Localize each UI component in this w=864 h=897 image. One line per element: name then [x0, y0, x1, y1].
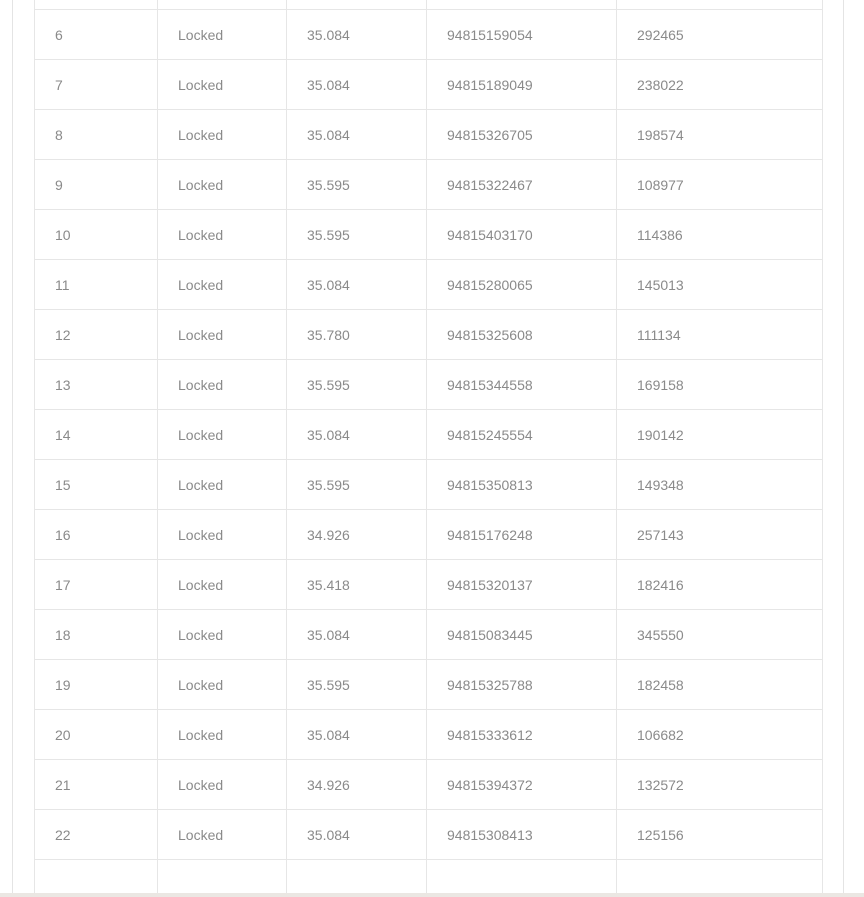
cell-amount: 145013	[617, 260, 823, 310]
cell-status: Locked	[158, 410, 287, 460]
cell-value: 35.780	[287, 310, 427, 360]
table-row	[35, 260, 823, 310]
cell-row-number: 13	[35, 360, 158, 410]
cell-amount	[617, 0, 823, 10]
cell-amount: 257143	[617, 510, 823, 560]
cell-status: Locked	[158, 10, 287, 60]
cell-value: 35.595	[287, 360, 427, 410]
table-row	[35, 10, 823, 60]
cell-amount	[617, 860, 823, 897]
table-row	[35, 310, 823, 360]
cell-row-number: 15	[35, 460, 158, 510]
cell-row-number: 16	[35, 510, 158, 560]
cell-amount: 149348	[617, 460, 823, 510]
cell-value: 35.084	[287, 110, 427, 160]
cell-status: Locked	[158, 560, 287, 610]
data-table-container	[34, 0, 822, 897]
table-row	[35, 610, 823, 660]
cell-amount: 238022	[617, 60, 823, 110]
table-row	[35, 860, 823, 897]
cell-row-number: 19	[35, 660, 158, 710]
table-row	[35, 210, 823, 260]
cell-code: 94815325608	[427, 310, 617, 360]
cell-amount: 106682	[617, 710, 823, 760]
cell-value: 35.595	[287, 210, 427, 260]
cell-status: Locked	[158, 460, 287, 510]
cell-code: 94815326705	[427, 110, 617, 160]
table-row	[35, 810, 823, 860]
cell-status	[158, 0, 287, 10]
cell-row-number: 18	[35, 610, 158, 660]
cell-row-number: 20	[35, 710, 158, 760]
cell-row-number: 14	[35, 410, 158, 460]
bottom-scroll-edge	[0, 893, 864, 897]
cell-code: 94815280065	[427, 260, 617, 310]
table-row	[35, 360, 823, 410]
cell-code: 94815245554	[427, 410, 617, 460]
cell-value: 35.084	[287, 60, 427, 110]
table-body	[35, 0, 823, 897]
cell-code: 94815350813	[427, 460, 617, 510]
table-row	[35, 410, 823, 460]
cell-code: 94815159054	[427, 10, 617, 60]
table-row	[35, 160, 823, 210]
cell-code: 94815308413	[427, 810, 617, 860]
cell-code: 94815320137	[427, 560, 617, 610]
content-frame-left-border	[12, 0, 13, 893]
table-row	[35, 110, 823, 160]
cell-status: Locked	[158, 810, 287, 860]
cell-status: Locked	[158, 210, 287, 260]
cell-row-number: 10	[35, 210, 158, 260]
cell-row-number: 6	[35, 10, 158, 60]
cell-code: 94815394372	[427, 760, 617, 810]
data-table	[34, 0, 823, 897]
cell-status: Locked	[158, 610, 287, 660]
cell-status: Locked	[158, 760, 287, 810]
cell-amount: 190142	[617, 410, 823, 460]
cell-row-number: 12	[35, 310, 158, 360]
table-row	[35, 560, 823, 610]
cell-status: Locked	[158, 310, 287, 360]
cell-row-number: 8	[35, 110, 158, 160]
cell-amount: 182416	[617, 560, 823, 610]
cell-code: 94815333612	[427, 710, 617, 760]
cell-value: 35.595	[287, 460, 427, 510]
cell-row-number	[35, 860, 158, 897]
cell-row-number: 9	[35, 160, 158, 210]
cell-status	[158, 860, 287, 897]
cell-amount: 292465	[617, 10, 823, 60]
cell-code	[427, 860, 617, 897]
content-frame-right-border	[843, 0, 844, 893]
cell-value: 35.084	[287, 10, 427, 60]
cell-amount: 125156	[617, 810, 823, 860]
cell-value	[287, 860, 427, 897]
cell-amount: 108977	[617, 160, 823, 210]
cell-status: Locked	[158, 60, 287, 110]
cell-status: Locked	[158, 510, 287, 560]
cell-status: Locked	[158, 160, 287, 210]
table-row	[35, 60, 823, 110]
cell-value: 34.926	[287, 760, 427, 810]
cell-code: 94815344558	[427, 360, 617, 410]
cell-amount: 132572	[617, 760, 823, 810]
cell-status: Locked	[158, 110, 287, 160]
cell-value: 35.084	[287, 610, 427, 660]
cell-amount: 345550	[617, 610, 823, 660]
cell-status: Locked	[158, 710, 287, 760]
table-row	[35, 460, 823, 510]
cell-status: Locked	[158, 260, 287, 310]
cell-value: 35.084	[287, 260, 427, 310]
cell-code: 94815083445	[427, 610, 617, 660]
cell-status: Locked	[158, 660, 287, 710]
cell-amount: 198574	[617, 110, 823, 160]
table-row	[35, 710, 823, 760]
table-row	[35, 510, 823, 560]
cell-amount: 114386	[617, 210, 823, 260]
cell-amount: 169158	[617, 360, 823, 410]
cell-status: Locked	[158, 360, 287, 410]
cell-amount: 182458	[617, 660, 823, 710]
cell-value: 34.926	[287, 510, 427, 560]
cell-code: 94815322467	[427, 160, 617, 210]
cell-code: 94815189049	[427, 60, 617, 110]
cell-value: 35.084	[287, 810, 427, 860]
cell-code: 94815176248	[427, 510, 617, 560]
cell-value: 35.595	[287, 660, 427, 710]
cell-row-number: 22	[35, 810, 158, 860]
cell-amount: 111134	[617, 310, 823, 360]
cell-row-number: 21	[35, 760, 158, 810]
cell-value: 35.595	[287, 160, 427, 210]
cell-row-number	[35, 0, 158, 10]
cell-row-number: 7	[35, 60, 158, 110]
table-row	[35, 660, 823, 710]
cell-row-number: 11	[35, 260, 158, 310]
cell-value: 35.084	[287, 410, 427, 460]
cell-code: 94815403170	[427, 210, 617, 260]
cell-code	[427, 0, 617, 10]
cell-value	[287, 0, 427, 10]
cell-value: 35.418	[287, 560, 427, 610]
table-row	[35, 760, 823, 810]
cell-row-number: 17	[35, 560, 158, 610]
cell-code: 94815325788	[427, 660, 617, 710]
cell-value: 35.084	[287, 710, 427, 760]
table-row	[35, 0, 823, 10]
